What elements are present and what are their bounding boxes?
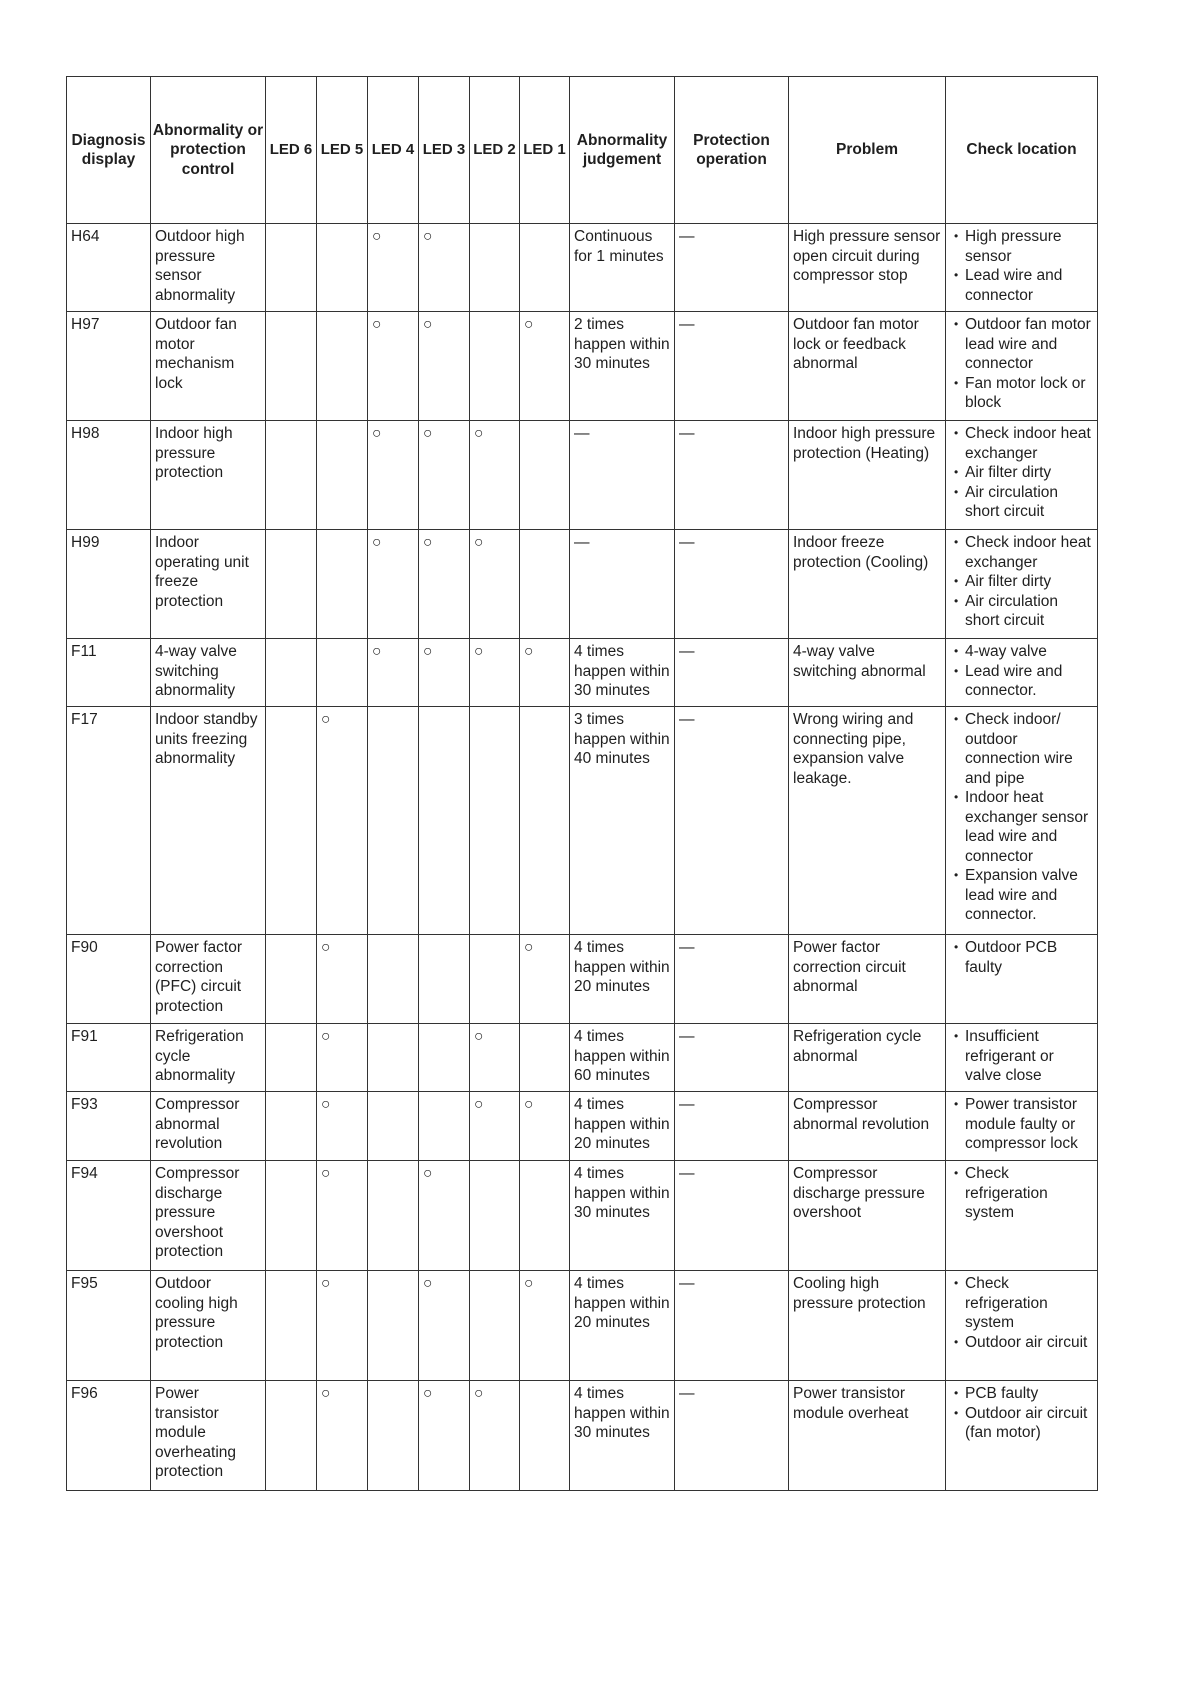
abnormality-cell: Outdoor high pressure sensor abnormality — [151, 224, 266, 312]
led-cell — [266, 639, 317, 707]
led-cell — [317, 1024, 368, 1092]
led-cell — [419, 1271, 470, 1381]
led-cell — [470, 1381, 520, 1491]
led-cell — [419, 639, 470, 707]
diagnosis-table — [66, 76, 1098, 1491]
abnormality-cell: Refrigeration cycle abnormality — [151, 1024, 266, 1092]
check-item: • Expansion valve lead wire and connector. — [952, 866, 1094, 925]
led-cell — [470, 312, 520, 421]
header-led: LED 1 — [520, 77, 570, 224]
table-row — [67, 707, 1098, 935]
led-cell — [520, 1381, 570, 1491]
problem-cell: High pressure sensor open circuit during compressor stop — [789, 224, 946, 312]
led-on-icon: ○ — [321, 711, 331, 728]
led-cell — [266, 1271, 317, 1381]
check-item: • Air filter dirty — [952, 572, 1094, 592]
led-cell — [520, 421, 570, 530]
protection-cell: — — [675, 421, 789, 530]
led-cell — [368, 421, 419, 530]
led-on-icon: ○ — [423, 643, 433, 660]
header-led: LED 2 — [470, 77, 520, 224]
led-cell — [419, 1381, 470, 1491]
judgement-cell: 3 times happen within 40 minutes — [570, 707, 675, 935]
problem-cell: Power factor correction circuit abnormal — [789, 935, 946, 1024]
header-problem: Problem — [789, 77, 946, 224]
protection-cell: — — [675, 707, 789, 935]
check-cell — [946, 421, 1098, 530]
led-cell — [520, 1092, 570, 1161]
led-cell — [520, 1271, 570, 1381]
led-cell — [317, 312, 368, 421]
diagnosis-code: F11 — [67, 639, 151, 707]
led-cell — [419, 1161, 470, 1271]
led-cell — [317, 1381, 368, 1491]
check-item: • Check indoor heat exchanger — [952, 424, 1094, 463]
check-cell — [946, 1271, 1098, 1381]
led-on-icon: ○ — [474, 1028, 484, 1045]
led-on-icon: ○ — [372, 534, 382, 551]
table-row — [67, 530, 1098, 639]
check-list — [950, 1095, 1094, 1154]
led-cell — [317, 707, 368, 935]
problem-cell: Wrong wiring and connecting pipe, expansion valve leakage. — [789, 707, 946, 935]
led-cell — [520, 224, 570, 312]
header-led: LED 3 — [419, 77, 470, 224]
abnormality-cell: Outdoor cooling high pressure protection — [151, 1271, 266, 1381]
led-cell — [317, 421, 368, 530]
check-item: • Power transistor module faulty or compressor lock — [952, 1095, 1094, 1154]
check-list — [950, 642, 1094, 701]
led-on-icon: ○ — [321, 939, 331, 956]
table-row — [67, 421, 1098, 530]
check-cell — [946, 1092, 1098, 1161]
led-on-icon: ○ — [372, 316, 382, 333]
led-cell — [368, 530, 419, 639]
led-cell — [266, 1161, 317, 1271]
led-on-icon: ○ — [474, 1096, 484, 1113]
abnormality-cell: Power transistor module overheating protection — [151, 1381, 266, 1491]
check-list — [950, 315, 1094, 413]
header-row — [67, 77, 1098, 224]
led-on-icon: ○ — [524, 316, 534, 333]
led-on-icon: ○ — [524, 1275, 534, 1292]
diagnosis-code: F95 — [67, 1271, 151, 1381]
table-body — [67, 224, 1098, 1491]
led-cell — [266, 707, 317, 935]
led-cell — [317, 1161, 368, 1271]
led-on-icon: ○ — [423, 1165, 433, 1182]
check-item: • Check refrigeration system — [952, 1164, 1094, 1223]
problem-cell: Outdoor fan motor lock or feedback abnormal — [789, 312, 946, 421]
diagnosis-code: H99 — [67, 530, 151, 639]
check-list — [950, 533, 1094, 631]
check-list — [950, 424, 1094, 522]
diagnosis-code: H64 — [67, 224, 151, 312]
led-on-icon: ○ — [524, 643, 534, 660]
led-on-icon: ○ — [474, 534, 484, 551]
judgement-cell: Continuous for 1 minutes — [570, 224, 675, 312]
protection-cell: — — [675, 1271, 789, 1381]
abnormality-cell: Power factor correction (PFC) circuit protection — [151, 935, 266, 1024]
check-list — [950, 1164, 1094, 1223]
check-cell — [946, 935, 1098, 1024]
judgement-cell: 4 times happen within 20 minutes — [570, 1271, 675, 1381]
check-item: • Check indoor heat exchanger — [952, 533, 1094, 572]
led-on-icon: ○ — [423, 534, 433, 551]
led-cell — [520, 1161, 570, 1271]
led-cell — [520, 1024, 570, 1092]
judgement-cell: 2 times happen within 30 minutes — [570, 312, 675, 421]
table-row — [67, 1024, 1098, 1092]
led-cell — [470, 935, 520, 1024]
led-cell — [368, 639, 419, 707]
check-item: • Check refrigeration system — [952, 1274, 1094, 1333]
led-on-icon: ○ — [423, 1385, 433, 1402]
led-cell — [470, 224, 520, 312]
led-on-icon: ○ — [372, 228, 382, 245]
led-cell — [419, 1024, 470, 1092]
diagnosis-code: H97 — [67, 312, 151, 421]
led-cell — [470, 707, 520, 935]
abnormality-cell: Indoor high pressure protection — [151, 421, 266, 530]
problem-cell: Compressor discharge pressure overshoot — [789, 1161, 946, 1271]
led-on-icon: ○ — [524, 1096, 534, 1113]
check-item: • Check indoor/ outdoor connection wire and pipe — [952, 710, 1094, 788]
problem-cell: Indoor high pressure protection (Heating) — [789, 421, 946, 530]
header-led: LED 5 — [317, 77, 368, 224]
led-on-icon: ○ — [524, 939, 534, 956]
led-cell — [266, 935, 317, 1024]
header-check: Check location — [946, 77, 1098, 224]
protection-cell: — — [675, 1381, 789, 1491]
check-item: • Air filter dirty — [952, 463, 1094, 483]
led-cell — [470, 1024, 520, 1092]
check-list — [950, 1274, 1094, 1352]
led-cell — [266, 312, 317, 421]
led-cell — [470, 639, 520, 707]
problem-cell: Indoor freeze protection (Cooling) — [789, 530, 946, 639]
judgement-cell: 4 times happen within 30 minutes — [570, 1381, 675, 1491]
diagnosis-code: F93 — [67, 1092, 151, 1161]
check-cell — [946, 312, 1098, 421]
problem-cell: 4-way valve switching abnormal — [789, 639, 946, 707]
led-cell — [266, 530, 317, 639]
check-list — [950, 1384, 1094, 1443]
led-cell — [419, 530, 470, 639]
table-row — [67, 1271, 1098, 1381]
diagnosis-code: H98 — [67, 421, 151, 530]
led-cell — [419, 421, 470, 530]
led-cell — [266, 1092, 317, 1161]
led-cell — [419, 935, 470, 1024]
led-on-icon: ○ — [321, 1275, 331, 1292]
led-cell — [368, 935, 419, 1024]
led-cell — [520, 707, 570, 935]
led-on-icon: ○ — [321, 1165, 331, 1182]
check-item: • Outdoor air circuit — [952, 1333, 1094, 1353]
problem-cell: Compressor abnormal revolution — [789, 1092, 946, 1161]
led-on-icon: ○ — [423, 316, 433, 333]
check-cell — [946, 1161, 1098, 1271]
check-item: • Outdoor air circuit (fan motor) — [952, 1404, 1094, 1443]
check-item: • Insufficient refrigerant or valve close — [952, 1027, 1094, 1086]
diagnosis-code: F91 — [67, 1024, 151, 1092]
abnormality-cell: Indoor standby units freezing abnormality — [151, 707, 266, 935]
led-on-icon: ○ — [372, 425, 382, 442]
abnormality-cell: 4-way valve switching abnormality — [151, 639, 266, 707]
check-item: • Air circulation short circuit — [952, 592, 1094, 631]
led-on-icon: ○ — [474, 425, 484, 442]
led-cell — [368, 707, 419, 935]
led-cell — [368, 1381, 419, 1491]
led-on-icon: ○ — [321, 1385, 331, 1402]
judgement-cell: 4 times happen within 20 minutes — [570, 1092, 675, 1161]
check-item: • Lead wire and connector. — [952, 662, 1094, 701]
abnormality-cell: Outdoor fan motor mechanism lock — [151, 312, 266, 421]
check-list — [950, 1027, 1094, 1086]
check-item: • PCB faulty — [952, 1384, 1094, 1404]
led-cell — [470, 530, 520, 639]
judgement-cell: 4 times happen within 60 minutes — [570, 1024, 675, 1092]
led-cell — [266, 1381, 317, 1491]
protection-cell: — — [675, 1092, 789, 1161]
led-cell — [419, 1092, 470, 1161]
protection-cell: — — [675, 224, 789, 312]
check-cell — [946, 1024, 1098, 1092]
led-cell — [470, 1092, 520, 1161]
table-row — [67, 1161, 1098, 1271]
led-cell — [317, 935, 368, 1024]
led-cell — [520, 639, 570, 707]
diagnosis-code: F96 — [67, 1381, 151, 1491]
abnormality-cell: Indoor operating unit freeze protection — [151, 530, 266, 639]
protection-cell: — — [675, 935, 789, 1024]
table-row — [67, 1092, 1098, 1161]
led-cell — [419, 312, 470, 421]
led-cell — [317, 224, 368, 312]
table-row — [67, 312, 1098, 421]
check-cell — [946, 530, 1098, 639]
header-led: LED 4 — [368, 77, 419, 224]
led-cell — [266, 224, 317, 312]
led-cell — [368, 1024, 419, 1092]
protection-cell: — — [675, 639, 789, 707]
led-on-icon: ○ — [423, 1275, 433, 1292]
diagnosis-code: F17 — [67, 707, 151, 935]
check-item: • 4-way valve — [952, 642, 1094, 662]
judgement-cell: 4 times happen within 20 minutes — [570, 935, 675, 1024]
led-cell — [368, 1271, 419, 1381]
led-cell — [317, 530, 368, 639]
protection-cell: — — [675, 530, 789, 639]
led-cell — [470, 421, 520, 530]
led-cell — [368, 312, 419, 421]
led-on-icon: ○ — [321, 1028, 331, 1045]
protection-cell: — — [675, 312, 789, 421]
problem-cell: Refrigeration cycle abnormal — [789, 1024, 946, 1092]
led-on-icon: ○ — [423, 228, 433, 245]
led-cell — [266, 1024, 317, 1092]
check-item: • Outdoor PCB faulty — [952, 938, 1094, 977]
header-protection: Protection operation — [675, 77, 789, 224]
led-on-icon: ○ — [474, 1385, 484, 1402]
led-cell — [368, 1161, 419, 1271]
table-row — [67, 935, 1098, 1024]
led-cell — [520, 530, 570, 639]
check-cell — [946, 707, 1098, 935]
led-cell — [317, 1271, 368, 1381]
check-item: • Air circulation short circuit — [952, 483, 1094, 522]
abnormality-cell: Compressor abnormal revolution — [151, 1092, 266, 1161]
check-item: • Outdoor fan motor lead wire and connector — [952, 315, 1094, 374]
diagnosis-code: F90 — [67, 935, 151, 1024]
table-row — [67, 1381, 1098, 1491]
led-cell — [470, 1161, 520, 1271]
check-item: • Indoor heat exchanger sensor lead wire and connector — [952, 788, 1094, 866]
problem-cell: Cooling high pressure protection — [789, 1271, 946, 1381]
led-cell — [520, 312, 570, 421]
check-item: • High pressure sensor — [952, 227, 1094, 266]
judgement-cell: — — [570, 421, 675, 530]
led-on-icon: ○ — [474, 643, 484, 660]
check-cell — [946, 639, 1098, 707]
led-cell — [419, 224, 470, 312]
check-item: • Fan motor lock or block — [952, 374, 1094, 413]
table-row — [67, 224, 1098, 312]
check-list — [950, 938, 1094, 977]
header-abnormality: Abnormality or protection control — [151, 77, 266, 224]
check-item: • Lead wire and connector — [952, 266, 1094, 305]
protection-cell: — — [675, 1161, 789, 1271]
check-cell — [946, 1381, 1098, 1491]
led-cell — [368, 1092, 419, 1161]
judgement-cell: — — [570, 530, 675, 639]
judgement-cell: 4 times happen within 30 minutes — [570, 639, 675, 707]
led-on-icon: ○ — [321, 1096, 331, 1113]
header-diagnosis: Diagnosis display — [67, 77, 151, 224]
check-list — [950, 710, 1094, 925]
protection-cell: — — [675, 1024, 789, 1092]
abnormality-cell: Compressor discharge pressure overshoot protection — [151, 1161, 266, 1271]
header-led: LED 6 — [266, 77, 317, 224]
led-cell — [470, 1271, 520, 1381]
table-row — [67, 639, 1098, 707]
led-on-icon: ○ — [372, 643, 382, 660]
led-cell — [266, 421, 317, 530]
led-cell — [419, 707, 470, 935]
diagnosis-code: F94 — [67, 1161, 151, 1271]
problem-cell: Power transistor module overheat — [789, 1381, 946, 1491]
check-cell — [946, 224, 1098, 312]
led-cell — [317, 639, 368, 707]
judgement-cell: 4 times happen within 30 minutes — [570, 1161, 675, 1271]
header-judgement: Abnormality judgement — [570, 77, 675, 224]
led-cell — [368, 224, 419, 312]
led-cell — [520, 935, 570, 1024]
led-on-icon: ○ — [423, 425, 433, 442]
check-list — [950, 227, 1094, 305]
led-cell — [317, 1092, 368, 1161]
